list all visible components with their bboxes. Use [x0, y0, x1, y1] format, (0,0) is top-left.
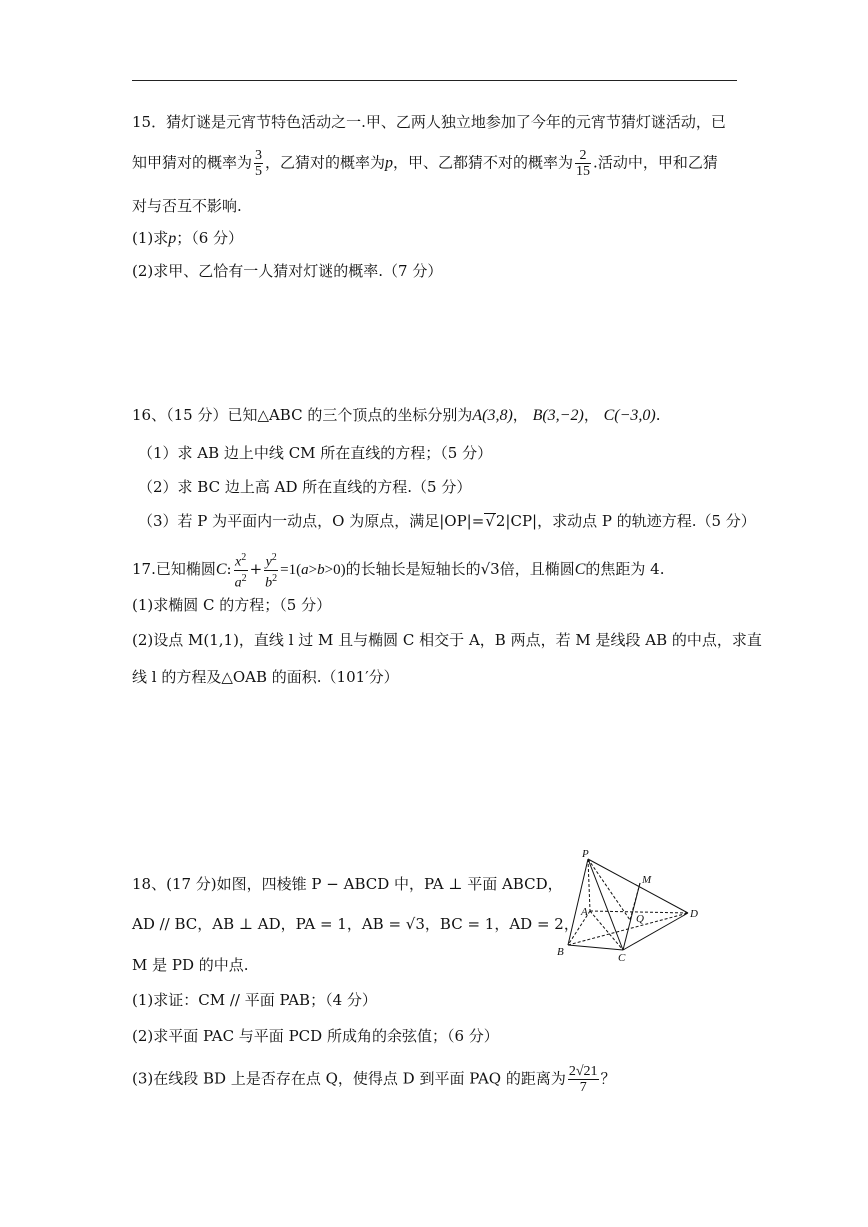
label-P: P [582, 848, 589, 860]
label-D: D [690, 908, 698, 920]
q17-line-1: 17.已知椭圆C: $\frac{x^2}{a^2}$ + $\frac{y^2}{b^2}$ =1(a>b>0)的长轴长是短轴长的√3倍，且椭圆C的焦距为 4. [132, 552, 665, 591]
q18-line-3: M 是 PD 的中点. [132, 956, 249, 974]
top-rule [132, 80, 737, 81]
q18-part-1: (1)求证：CM // 平面 PAB；（4 分） [132, 991, 377, 1009]
q18-part-2: (2)求平面 PAC 与平面 PCD 所成角的余弦值；（6 分） [132, 1027, 499, 1045]
q16-line-1: 16、（15 分）已知△ABC 的三个顶点的坐标分别为A(3,8)， B(3,−2)， C(−3,0). [132, 406, 661, 424]
label-Q: Q [636, 913, 644, 925]
fraction-2-15: $\frac{2}{15}$ [576, 148, 591, 179]
q15-line-2: 知甲猜对的概率为 $\frac{3}{5}$ ，乙猜对的概率为p，甲、乙都猜不对的概率为 $\frac{2}{15}$ .活动中，甲和乙猜 [132, 148, 718, 179]
q18-line-1: 18、(17 分)如图，四棱锥 P − ABCD 中，PA ⊥ 平面 ABCD， [132, 875, 563, 893]
q17-part-2b: 线 l 的方程及△OAB 的面积.（101′分） [132, 668, 399, 686]
q15-part-2: (2)求甲、乙恰有一人猜对灯谜的概率.（7 分） [132, 262, 443, 280]
q17-part-2a: (2)设点 M(1,1)，直线 l 过 M 且与椭圆 C 相交于 A，B 两点，若 M 是线段 AB 的中点，求直 [132, 631, 762, 649]
label-B: B [557, 946, 564, 958]
q15-part-1: (1)求p；（6 分） [132, 229, 244, 247]
q17-part-1: (1)求椭圆 C 的方程；（5 分） [132, 596, 332, 614]
q16-part-3: （3）若 P 为平面内一动点，O 为原点，满足|OP|=√2|CP|，求动点 P 的轨迹方程.（5 分） [138, 512, 756, 530]
label-M: M [642, 874, 652, 886]
q18-part-3: (3)在线段 BD 上是否存在点 Q，使得点 D 到平面 PAQ 的距离为 $\frac{2√21}{7}$ ？ [132, 1064, 616, 1095]
q15-line-1: 15．猜灯谜是元宵节特色活动之一.甲、乙两人独立地参加了今年的元宵节猜灯谜活动，已 [132, 113, 726, 131]
q15-line-3: 对与否互不影响. [132, 197, 242, 215]
q18-line-2: AD // BC，AB ⊥ AD，PA = 1，AB = √3，BC = 1，AD = 2， [132, 915, 579, 933]
q16-part-2: （2）求 BC 边上高 AD 所在直线的方程.（5 分） [138, 478, 472, 496]
label-A: A [581, 906, 588, 918]
q16-part-1: （1）求 AB 边上中线 CM 所在直线的方程；（5 分） [138, 444, 493, 462]
pyramid-figure [548, 845, 708, 965]
label-C: C [618, 952, 626, 964]
fraction-3-5: $\frac{3}{5}$ [255, 148, 263, 179]
